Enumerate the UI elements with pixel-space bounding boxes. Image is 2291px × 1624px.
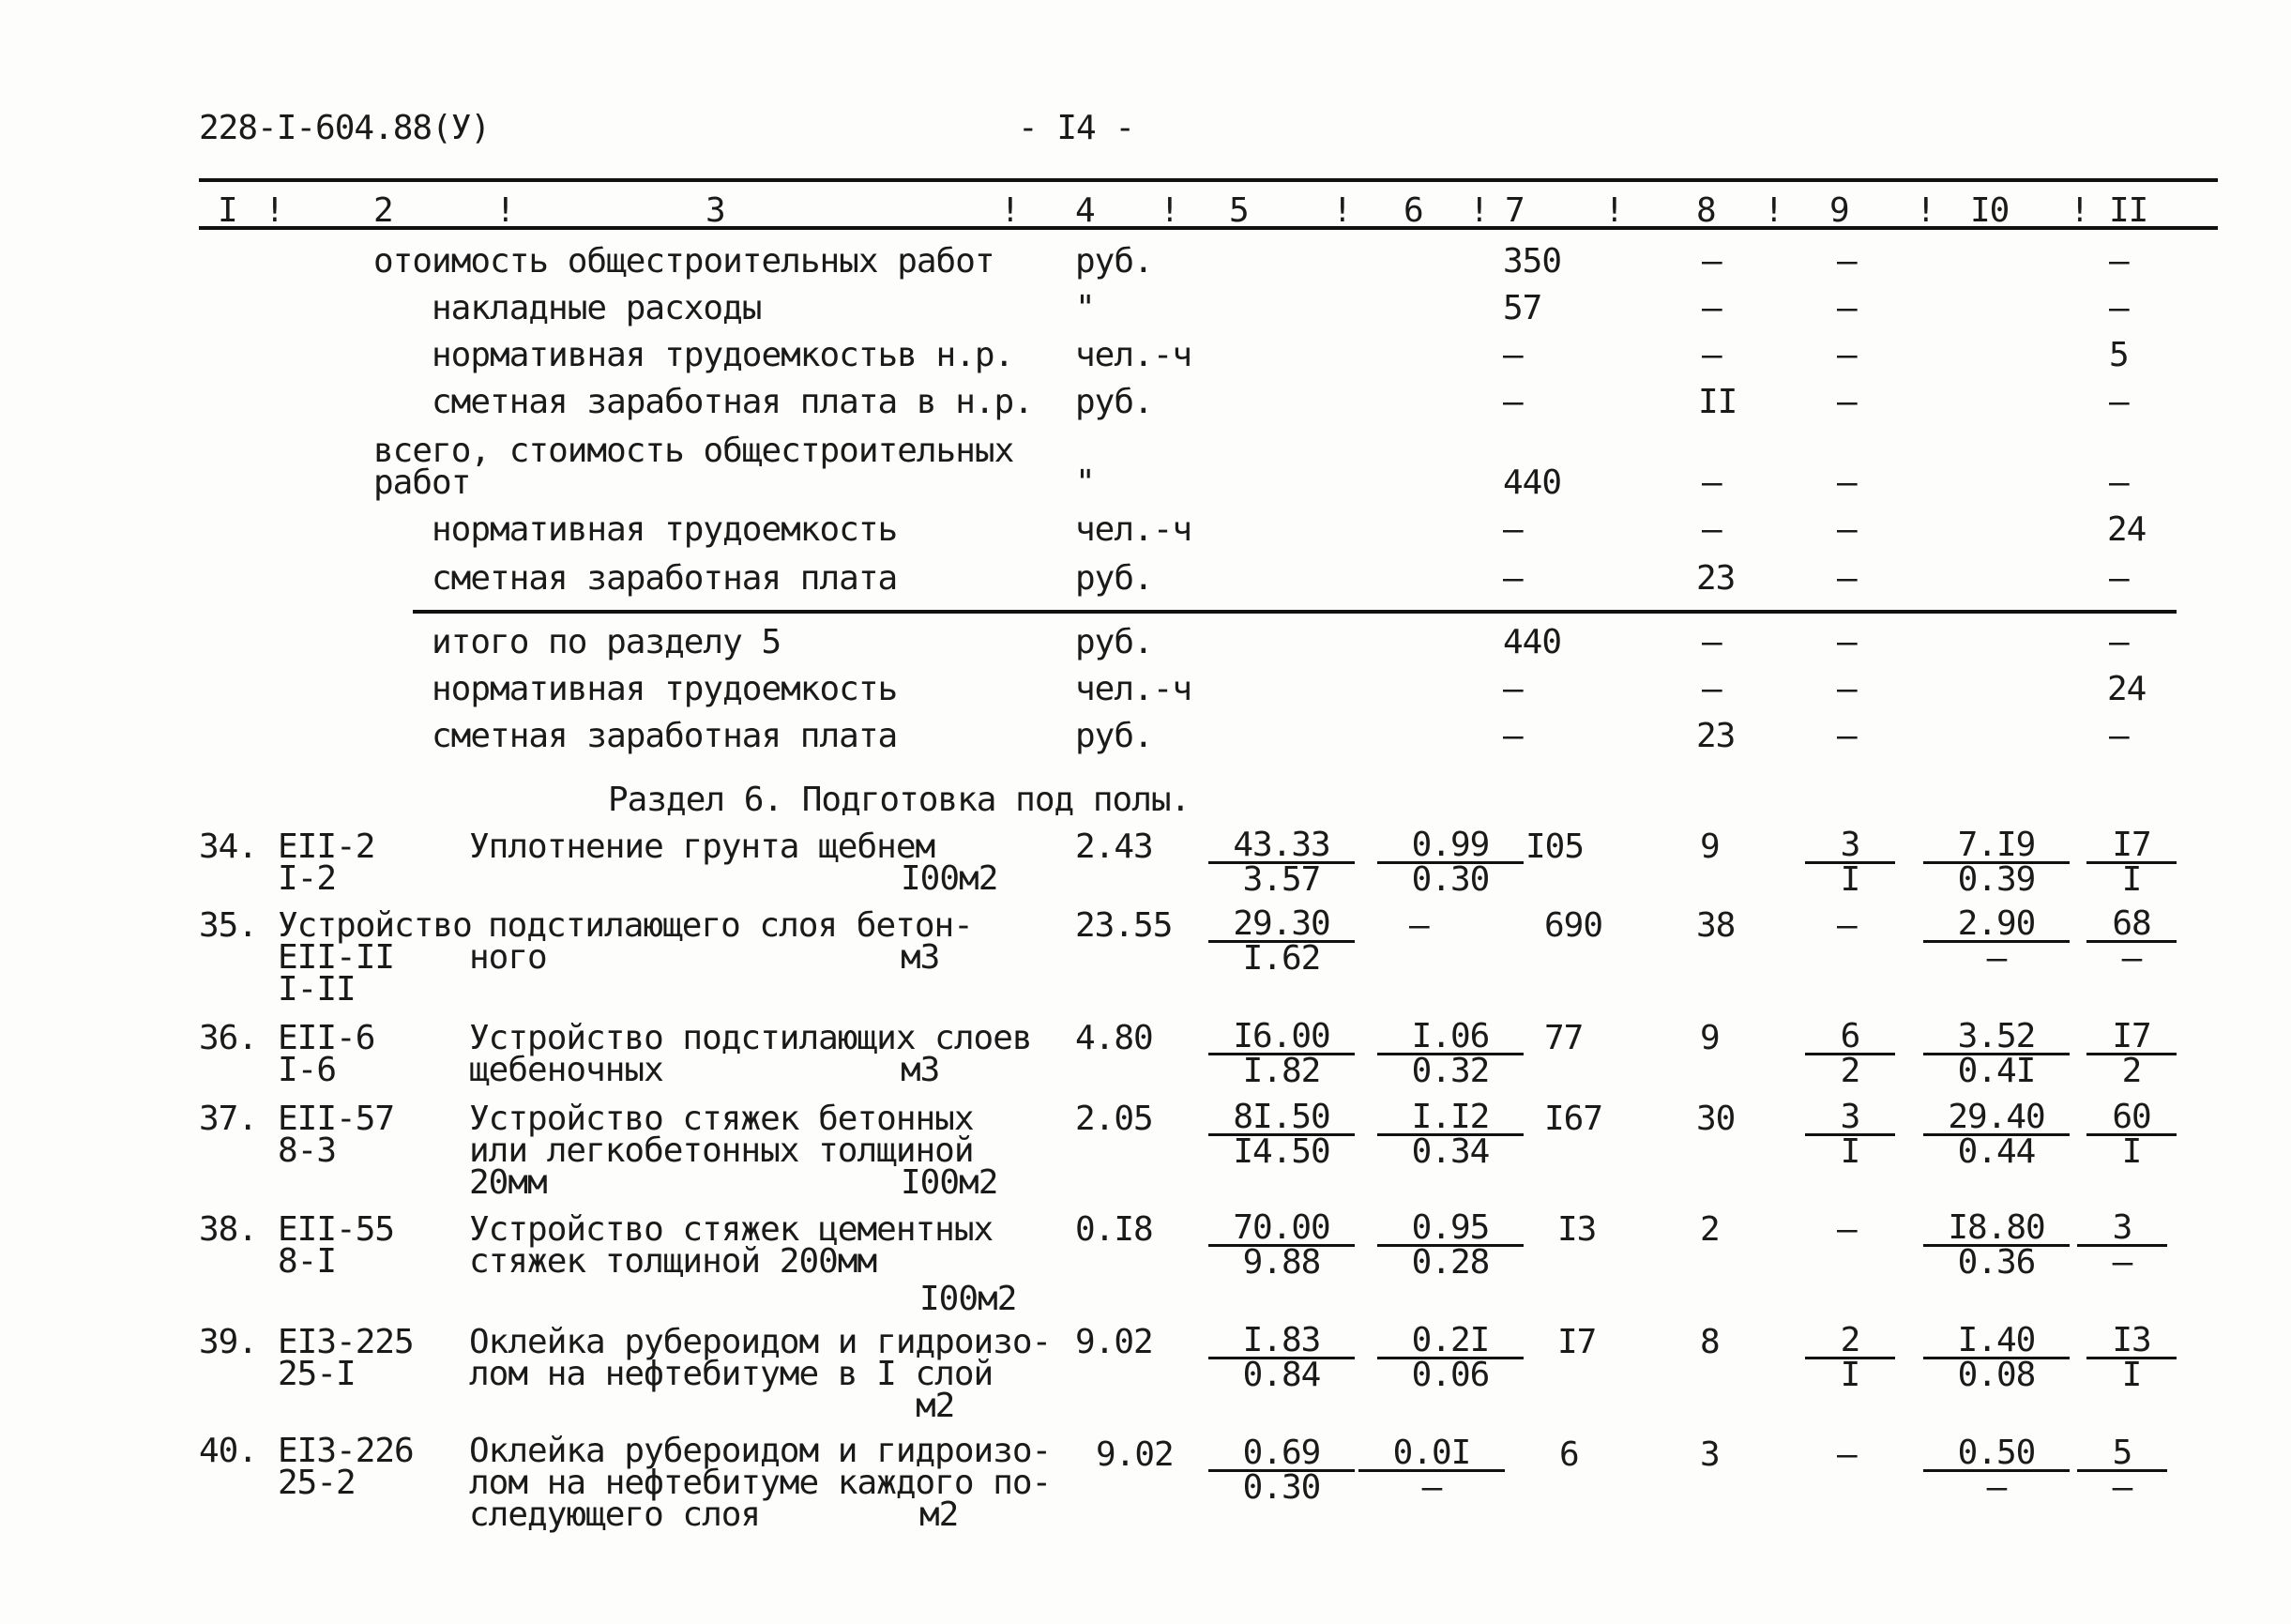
- item-col8: 8: [1700, 1323, 1720, 1361]
- col11-fraction: I7 I: [2094, 829, 2169, 896]
- col9-fraction: 3 I: [1813, 1101, 1888, 1168]
- row-col8: –: [1702, 623, 1722, 661]
- item-description: Устройство стяжек цементных: [469, 1210, 994, 1249]
- row-col9: –: [1837, 623, 1857, 661]
- column-header: 8: [1696, 191, 1716, 230]
- row-col8: –: [1702, 510, 1722, 549]
- row-unit: ": [1075, 463, 1095, 502]
- item-unit: м2: [916, 1387, 955, 1425]
- row-col7: –: [1503, 670, 1523, 708]
- item-description: лом на нефтебитуме каждого по-: [469, 1464, 1052, 1502]
- item-description: следующего слоя: [469, 1495, 761, 1534]
- item-description: лом на нефтебитуме в I слой: [469, 1355, 994, 1393]
- col11-fraction: 5 –: [2085, 1437, 2160, 1504]
- item-number: 35.: [199, 906, 258, 945]
- row-unit: чел.-ч: [1075, 510, 1192, 549]
- item-description: Устройство подстилающих слоев: [469, 1019, 1032, 1057]
- column-header: 2: [373, 191, 393, 230]
- row-label: сметная заработная плата в н.р.: [432, 383, 1033, 421]
- item-description: 20мм: [469, 1163, 547, 1202]
- row-col11: 24: [2107, 510, 2147, 549]
- page-number: - I4 -: [1018, 109, 1135, 147]
- row-col8: 23: [1696, 559, 1736, 598]
- row-col7: –: [1503, 336, 1523, 374]
- item-quantity: 2.05: [1075, 1100, 1153, 1138]
- col6-fraction: 0.0I –: [1366, 1437, 1497, 1504]
- item-unit: м3: [901, 938, 940, 977]
- row-label-continuation: работ: [373, 463, 471, 502]
- row-col9: –: [1837, 559, 1857, 598]
- col10-fraction: 7.I9 0.39: [1931, 829, 2062, 896]
- item-col8: 3: [1700, 1435, 1720, 1474]
- row-unit: руб.: [1075, 623, 1153, 661]
- column-separator: !: [1604, 191, 1624, 230]
- col10-fraction: I8.80 0.36: [1931, 1212, 2062, 1279]
- row-col8: II: [1698, 383, 1737, 421]
- column-header: I: [218, 191, 237, 230]
- row-col8: –: [1702, 242, 1722, 281]
- row-col11: 5: [2109, 336, 2129, 374]
- row-col7: –: [1503, 383, 1523, 421]
- item-quantity: 2.43: [1075, 827, 1153, 866]
- row-label: накладные расходы: [432, 289, 762, 327]
- col11-fraction: 60 I: [2094, 1101, 2169, 1168]
- col5-fraction: 0.69 0.30: [1216, 1437, 1347, 1504]
- item-col7: 6: [1559, 1435, 1579, 1474]
- row-label: нормативная трудоемкость: [432, 510, 898, 549]
- item-number: 37.: [199, 1100, 258, 1138]
- item-code: EI3-225: [278, 1323, 414, 1361]
- row-label: сметная заработная плата: [432, 717, 898, 755]
- row-unit: руб.: [1075, 242, 1153, 281]
- row-unit: чел.-ч: [1075, 670, 1192, 708]
- item-col6: –: [1409, 906, 1429, 945]
- col11-fraction: 68 –: [2094, 908, 2169, 975]
- item-col8: 9: [1700, 827, 1720, 866]
- col11-fraction: 3 –: [2085, 1212, 2160, 1279]
- item-code: EII-6: [278, 1019, 375, 1057]
- item-quantity: 23.55: [1075, 906, 1173, 945]
- row-col7: –: [1503, 717, 1523, 755]
- col5-fraction: 8I.50 I4.50: [1216, 1101, 1347, 1168]
- item-quantity: 9.02: [1075, 1323, 1153, 1361]
- col10-fraction: 0.50 –: [1931, 1437, 2062, 1504]
- row-label: нормативная трудоемкость: [432, 670, 898, 708]
- row-col8: 23: [1696, 717, 1736, 755]
- item-col8: 9: [1700, 1019, 1720, 1057]
- item-col9: –: [1837, 906, 1857, 945]
- item-col9: –: [1837, 1435, 1857, 1474]
- col6-fraction: 0.99 0.30: [1385, 829, 1516, 896]
- item-col7: I67: [1544, 1100, 1603, 1138]
- table-top-rule: [199, 178, 2218, 182]
- column-header: 7: [1505, 191, 1525, 230]
- item-number: 34.: [199, 827, 258, 866]
- item-number: 38.: [199, 1210, 258, 1249]
- col6-fraction: I.I2 0.34: [1385, 1101, 1516, 1168]
- row-col11: –: [2109, 242, 2129, 281]
- row-col7: 57: [1503, 289, 1542, 327]
- row-col9: –: [1837, 717, 1857, 755]
- col10-fraction: 3.52 0.4I: [1931, 1021, 2062, 1087]
- column-separator: !: [1469, 191, 1489, 230]
- column-separator: !: [1764, 191, 1783, 230]
- item-code: EII-57: [278, 1100, 395, 1138]
- col5-fraction: 43.33 3.57: [1216, 829, 1347, 896]
- item-col7: I7: [1557, 1323, 1597, 1361]
- col6-fraction: 0.2I 0.06: [1385, 1325, 1516, 1391]
- item-description: Уплотнение грунта щебнем: [469, 827, 935, 866]
- row-label: итого по разделу 5: [432, 623, 781, 661]
- item-description: ного: [469, 938, 547, 977]
- item-col7: 77: [1544, 1019, 1584, 1057]
- column-header: 6: [1403, 191, 1423, 230]
- row-label: отоимость общестроительных работ: [373, 242, 994, 281]
- item-description: или легкобетонных толщиной: [469, 1131, 974, 1170]
- item-code-sub: 8-I: [278, 1242, 337, 1281]
- item-code-sub: 25-I: [278, 1355, 356, 1393]
- row-col7: 440: [1503, 623, 1562, 661]
- row-label: сметная заработная плата: [432, 559, 898, 598]
- col10-fraction: I.40 0.08: [1931, 1325, 2062, 1391]
- section-title: Раздел 6. Подготовка под полы.: [608, 781, 1191, 819]
- row-col11: 24: [2107, 670, 2147, 708]
- row-col9: –: [1837, 242, 1857, 281]
- col11-fraction: I3 I: [2094, 1325, 2169, 1391]
- item-description: Устройство стяжек бетонных: [469, 1100, 974, 1138]
- col9-fraction: 3 I: [1813, 829, 1888, 896]
- col5-fraction: I.83 0.84: [1216, 1325, 1347, 1391]
- column-separator: !: [1160, 191, 1179, 230]
- item-code: EI3-226: [278, 1432, 414, 1470]
- row-unit: руб.: [1075, 559, 1153, 598]
- row-unit: руб.: [1075, 717, 1153, 755]
- column-header: 9: [1829, 191, 1849, 230]
- row-col9: –: [1837, 510, 1857, 549]
- item-code: Устройство: [278, 906, 472, 945]
- row-col11: –: [2109, 383, 2129, 421]
- item-code-sub: 25-2: [278, 1464, 356, 1502]
- row-col9: –: [1837, 670, 1857, 708]
- row-unit: ": [1075, 289, 1095, 327]
- item-description: стяжек толщиной 200мм: [469, 1242, 877, 1281]
- row-col9: –: [1837, 383, 1857, 421]
- row-label: нормативная трудоемкостьв н.р.: [432, 336, 1014, 374]
- row-unit: чел.-ч: [1075, 336, 1192, 374]
- item-col8: 2: [1700, 1210, 1720, 1249]
- column-separator: !: [1916, 191, 1935, 230]
- item-code-sub: I-II: [278, 970, 356, 1009]
- col5-fraction: I6.00 I.82: [1216, 1021, 1347, 1087]
- item-unit: I00м2: [919, 1280, 1017, 1318]
- item-unit: м3: [901, 1051, 940, 1089]
- row-col11: –: [2109, 559, 2129, 598]
- item-col7: I3: [1557, 1210, 1597, 1249]
- row-col8: –: [1702, 670, 1722, 708]
- col9-fraction: 2 I: [1813, 1325, 1888, 1391]
- row-col11: –: [2109, 717, 2129, 755]
- item-description: Оклейка рубероидом и гидроизо-: [469, 1432, 1052, 1470]
- row-col9: –: [1837, 336, 1857, 374]
- item-col9: –: [1837, 1210, 1857, 1249]
- item-code-sub: I-6: [278, 1051, 337, 1089]
- row-col8: –: [1702, 289, 1722, 327]
- row-col9: –: [1837, 289, 1857, 327]
- item-code-sub: 8-3: [278, 1131, 337, 1170]
- totals-rule: [413, 610, 2177, 614]
- item-col8: 38: [1696, 906, 1736, 945]
- row-col7: 440: [1503, 463, 1562, 502]
- item-col7: 690: [1544, 906, 1603, 945]
- row-col9: –: [1837, 463, 1857, 502]
- column-separator: !: [495, 191, 515, 230]
- col10-fraction: 29.40 0.44: [1931, 1101, 2062, 1168]
- row-col8: –: [1702, 463, 1722, 502]
- item-unit: I00м2: [901, 859, 998, 898]
- document-code: 228-I-604.88(У): [199, 109, 491, 147]
- row-col11: –: [2109, 463, 2129, 502]
- item-code: EII-55: [278, 1210, 395, 1249]
- col9-fraction: 6 2: [1813, 1021, 1888, 1087]
- col5-fraction: 29.30 I.62: [1216, 908, 1347, 975]
- column-header: 5: [1229, 191, 1249, 230]
- column-header: 4: [1075, 191, 1095, 230]
- col10-fraction: 2.90 –: [1931, 908, 2062, 975]
- column-header: 3: [706, 191, 725, 230]
- row-label: всего, стоимость общестроительных: [373, 432, 1014, 470]
- col6-fraction: I.06 0.32: [1385, 1021, 1516, 1087]
- column-separator: !: [265, 191, 284, 230]
- item-code-sub: I-2: [278, 859, 337, 898]
- item-unit: I00м2: [901, 1163, 998, 1202]
- item-description: Оклейка рубероидом и гидроизо-: [469, 1323, 1052, 1361]
- item-quantity: 9.02: [1096, 1435, 1174, 1474]
- row-col8: –: [1702, 336, 1722, 374]
- col11-fraction: I7 2: [2094, 1021, 2169, 1087]
- item-col8: 30: [1696, 1100, 1736, 1138]
- item-code: EII-2: [278, 827, 375, 866]
- row-unit: руб.: [1075, 383, 1153, 421]
- item-number: 39.: [199, 1323, 258, 1361]
- column-header: I0: [1970, 191, 2010, 230]
- row-col7: –: [1503, 510, 1523, 549]
- item-description: подстилающего слоя бетон-: [488, 906, 973, 945]
- column-separator: !: [1332, 191, 1352, 230]
- item-unit: м2: [919, 1495, 959, 1534]
- item-number: 40.: [199, 1432, 258, 1470]
- col6-fraction: 0.95 0.28: [1385, 1212, 1516, 1279]
- item-quantity: 4.80: [1075, 1019, 1153, 1057]
- item-number: 36.: [199, 1019, 258, 1057]
- column-separator: !: [1000, 191, 1020, 230]
- col5-fraction: 70.00 9.88: [1216, 1212, 1347, 1279]
- column-separator: !: [2070, 191, 2089, 230]
- row-col7: –: [1503, 559, 1523, 598]
- item-code-sub: EII-II: [278, 938, 395, 977]
- item-quantity: 0.I8: [1075, 1210, 1153, 1249]
- row-col11: –: [2109, 623, 2129, 661]
- row-col11: –: [2109, 289, 2129, 327]
- column-header: II: [2109, 191, 2148, 230]
- item-col7: I05: [1525, 827, 1585, 866]
- item-description: щебеночных: [469, 1051, 663, 1089]
- row-col7: 350: [1503, 242, 1562, 281]
